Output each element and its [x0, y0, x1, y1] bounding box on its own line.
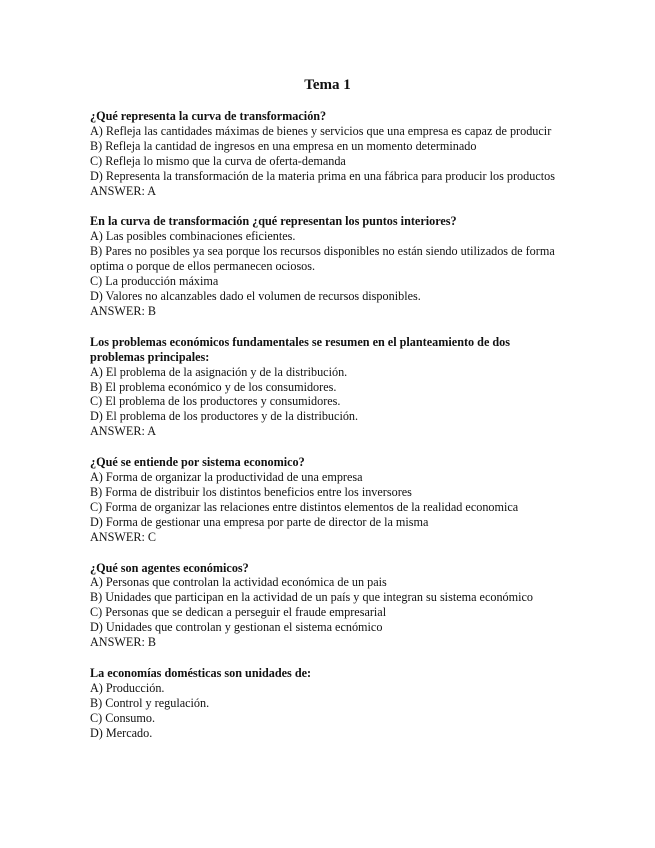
question-text: ¿Qué representa la curva de transformación? [90, 109, 327, 123]
question-block-5 [90, 561, 560, 650]
option-c: C) El problema de los productores y consumidores. [90, 394, 341, 409]
question-block-6 [90, 666, 560, 741]
question-list [90, 109, 560, 757]
option-b: B) Forma de distribuir los distintos beneficios entre los inversores [90, 484, 412, 499]
option-a: A) Forma de organizar la productividad de una empresa [90, 470, 363, 485]
question-text: ¿Qué son agentes económicos? [90, 560, 249, 575]
answer-text: ANSWER: A [90, 424, 157, 439]
option-a: A) Refleja las cantidades máximas de bienes y servicios que una empresa es capaz de producir [90, 123, 552, 138]
question-text: ¿Qué se entiende por sistema economico? [90, 455, 305, 470]
option-d: D) Forma de gestionar una empresa por parte de director de la misma [90, 514, 429, 529]
question-block-2 [90, 214, 560, 318]
option-a: A) El problema de la asignación y de la distribución. [90, 364, 348, 379]
option-b: B) El problema económico y de los consumidores. [90, 379, 337, 394]
option-a: A) Producción. [90, 680, 165, 695]
option-d: D) Unidades que controlan y gestionan el sistema ecnómico [90, 620, 383, 635]
option-c: C) La producción máxima [90, 274, 219, 289]
option-c: C) Refleja lo mismo que la curva de oferta-demanda [90, 153, 346, 168]
option-a: A) Las posibles combinaciones eficientes. [90, 229, 296, 244]
answer-text: ANSWER: B [90, 303, 157, 318]
question-text: La economías domésticas son unidades de: [90, 666, 312, 680]
option-b: B) Pares no posibles ya sea porque los recursos disponibles no están siendo utilizados de forma optima o porque de ellos permanecen ociosos. [90, 244, 555, 274]
option-d: D) Representa la transformación de la materia prima en una fábrica para producir los productos [90, 168, 555, 183]
option-c: C) Consumo. [90, 710, 156, 725]
answer-text: ANSWER: B [90, 635, 157, 650]
question-text: En la curva de transformación ¿qué representan los puntos interiores? [90, 214, 457, 229]
option-c: C) Personas que se dedican a perseguir el fraude empresarial [90, 605, 387, 620]
option-d: D) El problema de los productores y de la distribución. [90, 409, 359, 424]
question-block-4 [90, 455, 560, 544]
option-b: B) Refleja la cantidad de ingresos en una empresa en un momento determinado [90, 138, 477, 153]
question-block-1 [90, 109, 560, 198]
question-block-3 [90, 335, 560, 439]
option-d: D) Valores no alcanzables dado el volumen de recursos disponibles. [90, 288, 421, 303]
answer-text: ANSWER: A [90, 183, 157, 198]
question-text: Los problemas económicos fundamentales se resumen en el planteamiento de dos problemas principales: [90, 334, 511, 364]
option-b: B) Unidades que participan en la actividad de un país y que integran su sistema económico [90, 590, 534, 605]
option-a: A) Personas que controlan la actividad económica de un pais [90, 575, 387, 590]
page-title: Tema 1 [304, 77, 351, 93]
answer-text: ANSWER: C [90, 529, 157, 544]
option-c: C) Forma de organizar las relaciones entre distintos elementos de la realidad economica [90, 499, 519, 514]
option-d: D) Mercado. [90, 725, 153, 740]
option-b: B) Control y regulación. [90, 695, 210, 710]
